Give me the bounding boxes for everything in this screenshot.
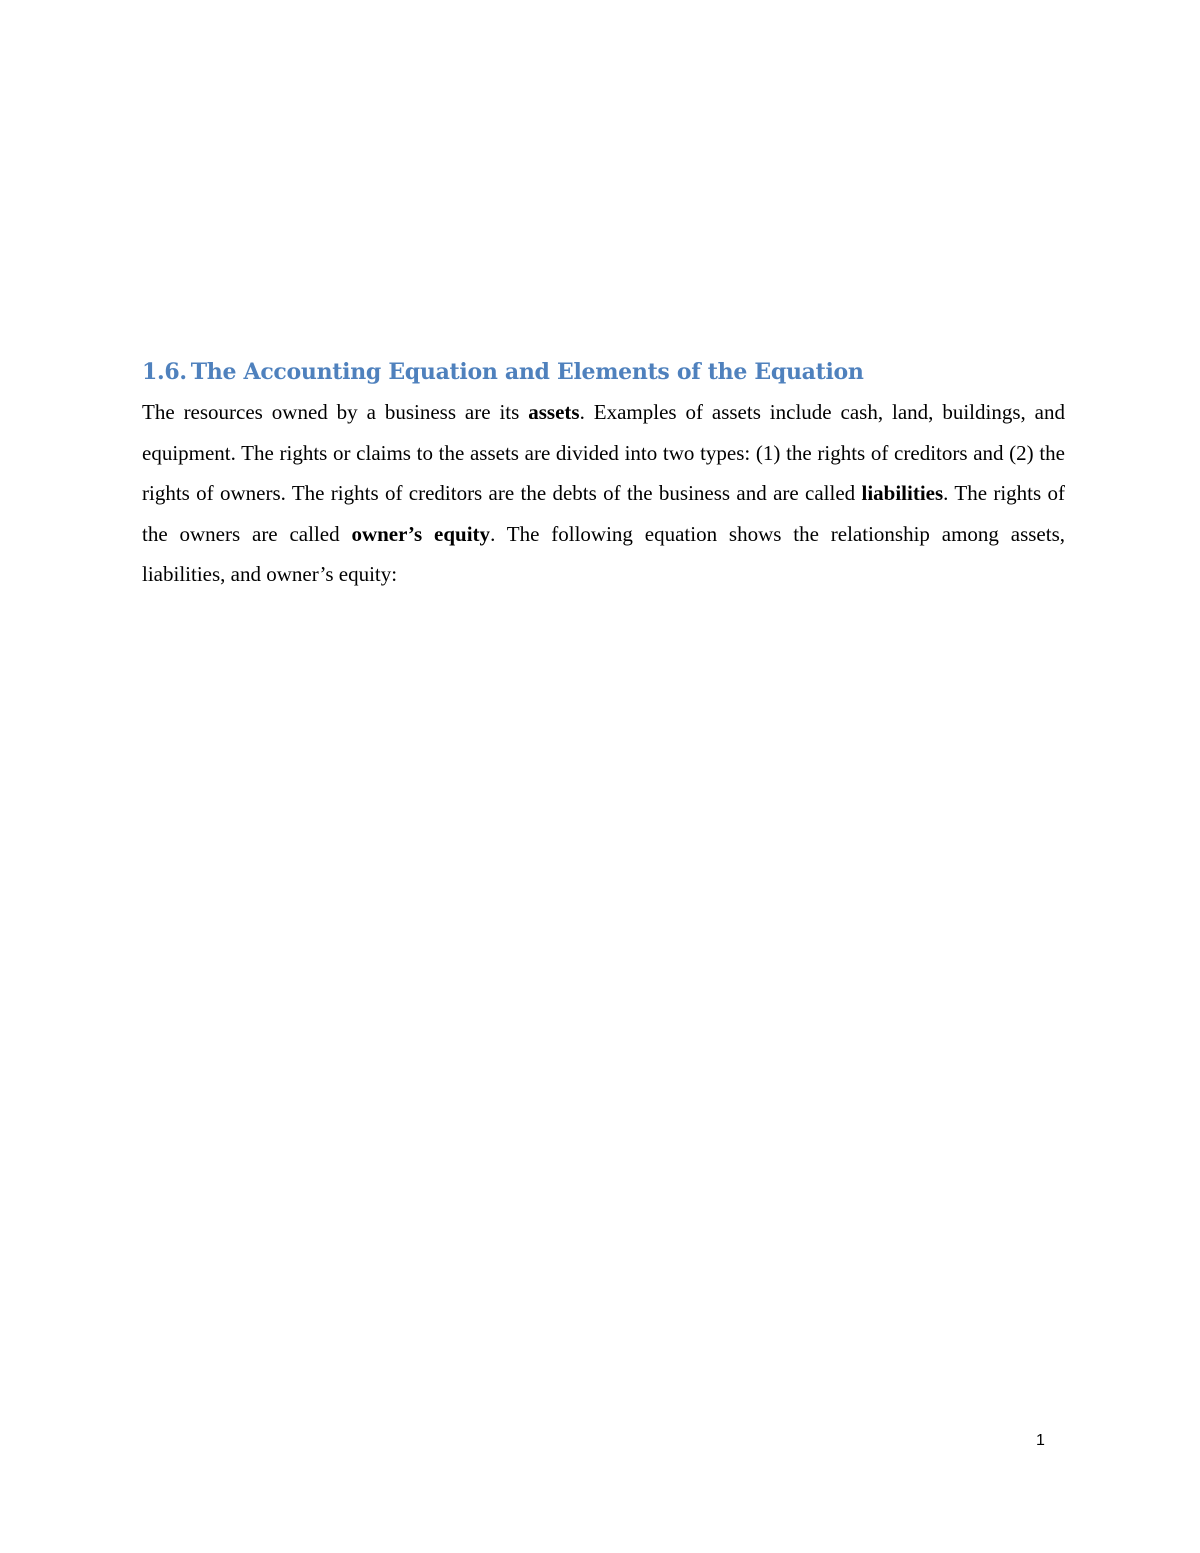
body-paragraph [142,392,1065,595]
paragraph-text: . The following equation shows the relationship among assets, liabilities, and owner’s equity: [142,521,1066,587]
section-content [142,356,1065,595]
section-title: The Accounting Equation and Elements of the Equation [190,359,864,385]
term-assets: assets [528,400,580,424]
term-liabilities: liabilities [861,481,944,506]
paragraph-text: The resources owned by a business are its [142,400,529,424]
section-number: 1.6. [142,359,187,385]
paragraph-text: . Examples of assets include cash, land, buildings, and equipment. The rights or claims to the assets are divided into two types: (1) the rights of creditors and (2) the rights of owners. The rights of creditors are the debts of the business and are called [142,400,1065,506]
term-owners-equity: owner’s equity [351,521,491,546]
page-number: 1 [1036,1432,1045,1449]
paragraph-text: . The rights of the owners are called [142,481,1065,546]
section-heading [142,356,1065,388]
